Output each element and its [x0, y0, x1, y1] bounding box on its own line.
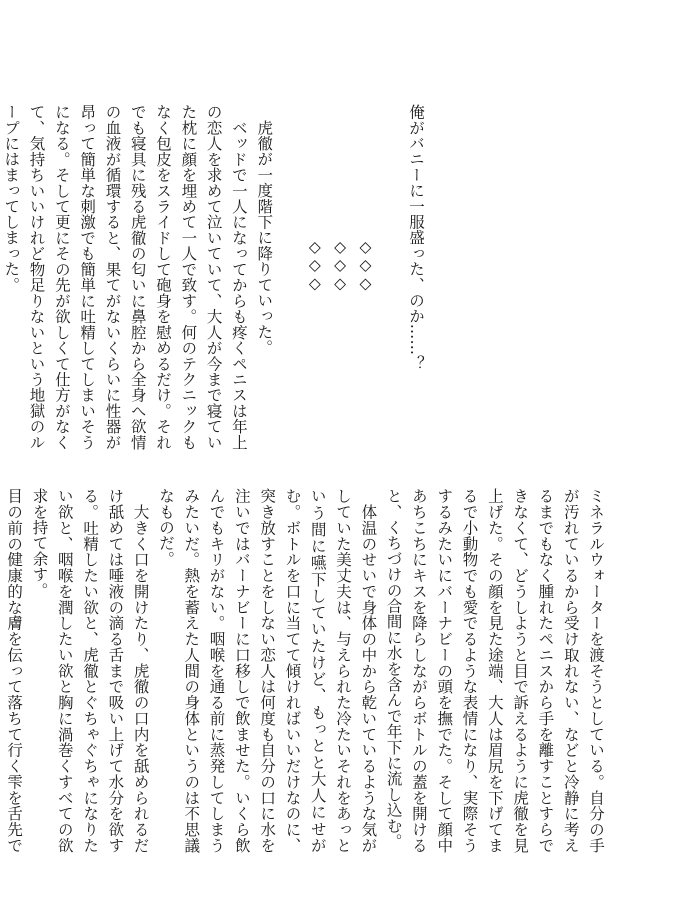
- section-separator: [302, 104, 378, 393]
- paragraph: ベッドで一人になってからも疼くペニスは年上の恋人を求めて泣いていて、大人が今まで寝ていた枕に顔を埋めて一人で致す。何のテクニックもなく包皮をスライドして砲身を慰めるだけ。それでも寝具に残る虎徹の匂いに鼻腔から全身へ欲情の血液が循環すると、果てがないくらいに性器が昂って簡単な刺激でも簡単に吐精してしまいそうになる。そして更にその先が欲しくて仕方がなくて、気持ちいいけれど物足りないという地獄のループにはまってしまった。: [2, 104, 248, 450]
- separator-diamonds-2: ◇◇◇: [331, 238, 350, 293]
- paragraph: ミネラルウォーターを渡そうとしている。自分の手が汚れているから受け取れない、などと冷静に考えるまでもなく腫れたペニスから手を離すことすらできなくて、どうしようと目で訴えるように虎徹を見上げた。その顔を見た途端、大人は眉尻を下げてまるで小動物でも愛でるような表情になり、実際そうするみたいにバーナビーの頭を撫でた。そして顔中あちこちにキスを降らしながらボトルの蓋を開けると、くちづけの合間に水を含んで年下に流し込む。: [384, 488, 605, 853]
- blank-line: [276, 104, 301, 450]
- paragraph: 目の前の健康的な膚を伝って落ちて行く雫を舌先で: [5, 488, 24, 853]
- lower-text-block: [5, 488, 608, 853]
- separator-diamonds-3: ◇◇◇: [305, 238, 324, 293]
- paragraph: 体温のせいで身体の中から乾いているような気がしていた美丈夫は、与えられた冷たいそれをあっという間に嚥下していたけど、もっとと大人にせがむ。ボトルを口に当てて傾ければいいだけなのに、突き放すことをしない恋人は何度も自分の口に水を注いではバーナビーに口移しで飲ませた。いくら飲んでもキリがない。咽喉を通る前に蒸発してしまうみたいだ。熱を蓄えた人間の身体というのは不思議なものだ。: [156, 488, 378, 853]
- blank-line: [377, 104, 402, 450]
- upper-text-block: [2, 104, 428, 450]
- separator-diamonds-1: ◇◇◇: [356, 238, 375, 293]
- paragraph: 大きく口を開けたり、虎徹の口内を舐められるだけ舐めては唾液の滴る舌まで吸い上げて水分を欲する。吐精したい欲と、虎徹とぐちゃぐちゃになりたい欲と、咽喉を潤したい欲と胸に渦巻くすべての欲求を持て余す。: [30, 488, 150, 853]
- paragraph: 虎徹が一度階下に降りていった。: [255, 104, 274, 356]
- chapter-title: 俺がバニーに一服盛った、のか……？: [407, 104, 425, 371]
